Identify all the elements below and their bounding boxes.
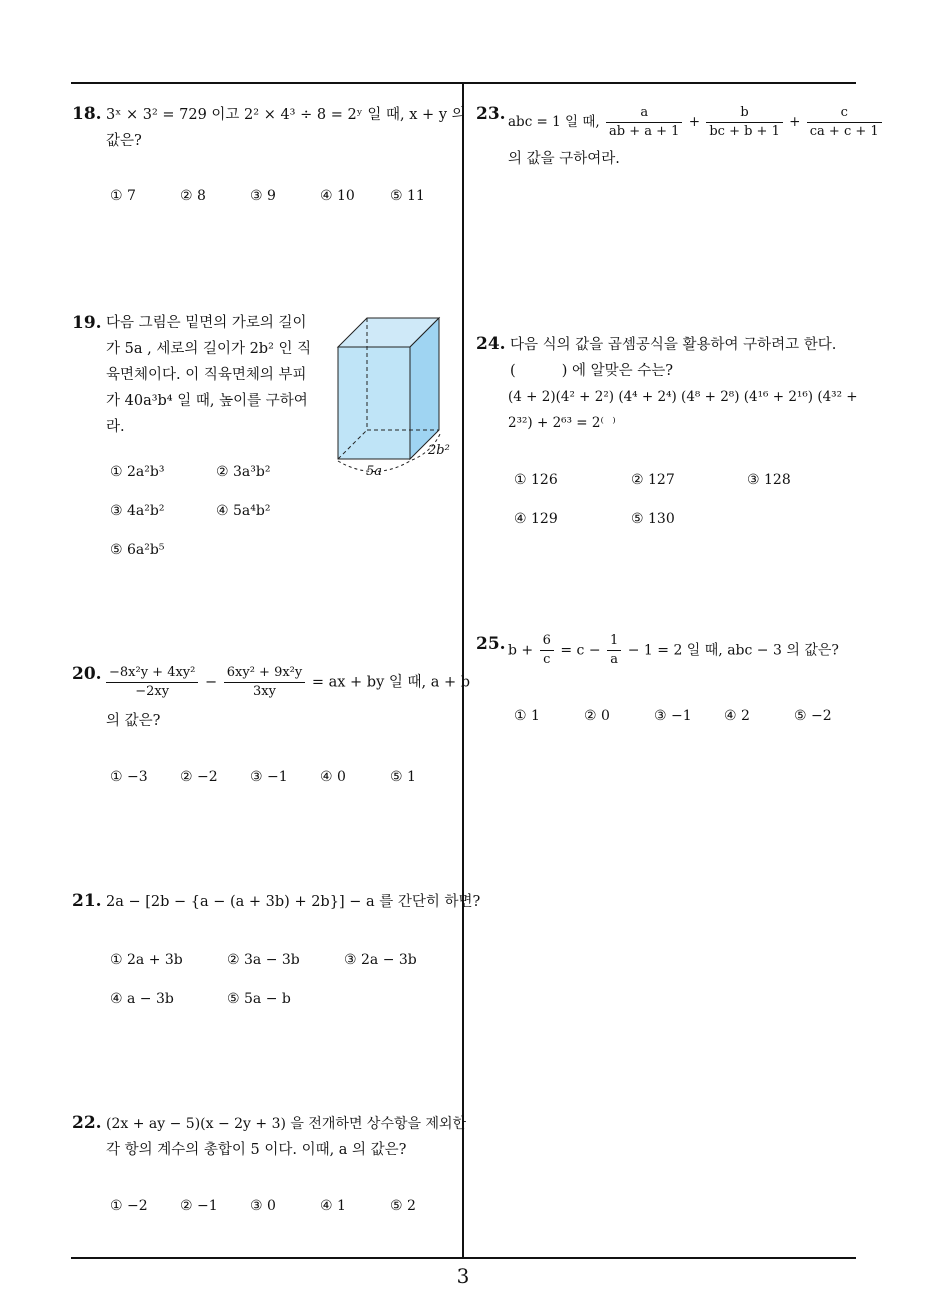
choice[interactable]: ⑤ −2 (794, 708, 832, 724)
question-text: 가 5a , 세로의 길이가 2b² 인 직 (106, 341, 312, 357)
question-text: 값은? (106, 133, 142, 149)
choice[interactable]: ② −1 (180, 1198, 218, 1214)
question-number: 21. (72, 891, 102, 911)
choice[interactable]: ③ 2a − 3b (344, 952, 417, 968)
question-number: 23. (476, 104, 506, 124)
fraction: $\frac{\text{6xy² + 9x²y}}{3xy}$ (224, 664, 305, 701)
question-text: 다음 식의 값을 곱셈공식을 활용하여 구하려고 한다. (510, 337, 837, 353)
question-number: 18. (72, 104, 102, 124)
choice[interactable]: ③ 128 (747, 472, 791, 488)
choice[interactable]: ③ −1 (654, 708, 692, 724)
choice[interactable]: ③ 9 (250, 188, 276, 204)
question-number: 19. (72, 313, 102, 333)
choice[interactable]: ④ a − 3b (110, 991, 174, 1007)
choice[interactable]: ① −2 (110, 1198, 148, 1214)
choice[interactable]: ⑤ 6a²b⁵ (110, 542, 165, 558)
choice[interactable]: ① 7 (110, 188, 136, 204)
question-text: 각 항의 계수의 총합이 5 이다. 이때, a 의 값은? (106, 1142, 407, 1158)
fraction: $\frac{a}{ab + a + 1}$ (606, 104, 682, 141)
choice[interactable]: ④ 1 (320, 1198, 346, 1214)
choice[interactable]: ① 1 (514, 708, 540, 724)
choice[interactable]: ② 3a³b² (216, 464, 271, 480)
fraction: $\frac{c}{ca + c + 1}$ (807, 104, 882, 141)
figure-label-width: 5a (366, 464, 383, 479)
choice[interactable]: ③ 4a²b² (110, 503, 165, 519)
question-text: 의 값을 구하여라. (508, 151, 620, 167)
choice[interactable]: ④ 10 (320, 188, 355, 204)
cuboid-figure (332, 312, 457, 484)
choice[interactable]: ④ 2 (724, 708, 750, 724)
question-number: 24. (476, 334, 506, 354)
choice[interactable]: ② −2 (180, 769, 218, 785)
fraction: $\frac{b}{bc + b + 1}$ (706, 104, 783, 141)
choice[interactable]: ③ −1 (250, 769, 288, 785)
choice[interactable]: ② 0 (584, 708, 610, 724)
page-number: 3 (456, 1264, 470, 1288)
question-expression: 2³²) + 2⁶³ = 2⁽ ⁾ (508, 415, 616, 431)
choice[interactable]: ④ 129 (514, 511, 558, 527)
choice[interactable]: ⑤ 5a − b (227, 991, 291, 1007)
question-text: 3ˣ × 3² = 729 이고 2² × 4³ ÷ 8 = 2ʸ 일 때, x + y 의 (106, 107, 466, 123)
choice[interactable]: ④ 5a⁴b² (216, 503, 271, 519)
choice[interactable]: ④ 0 (320, 769, 346, 785)
choice[interactable]: ⑤ 2 (390, 1198, 416, 1214)
question-text: 다음 그림은 밑면의 가로의 길이 (106, 315, 307, 331)
choice[interactable]: ⑤ 11 (390, 188, 425, 204)
question-text: (2x + ay − 5)(x − 2y + 3) 을 전개하면 상수항을 제외한 (106, 1116, 467, 1132)
choice[interactable]: ② 3a − 3b (227, 952, 300, 968)
fraction: $\frac{\text{−8x²y + 4xy²}}{-2xy}$ (106, 664, 198, 701)
choice[interactable]: ⑤ 130 (631, 511, 675, 527)
question-expression: abc = 1 일 때, $\frac{a}{ab + a + 1}$ + $\frac{b}{bc + b + 1}$ + $\frac{c}{ca + c + 1}$ (508, 104, 884, 141)
question-text: 의 값은? (106, 713, 161, 729)
question-expression: b + $\frac{6}{c}$ = c − $\frac{1}{a}$ − 1 = 2 일 때, abc − 3 의 값은? (508, 633, 839, 667)
choice[interactable]: ② 127 (631, 472, 675, 488)
fraction: $\frac{1}{a}$ (607, 632, 621, 669)
choice[interactable]: ⑤ 1 (390, 769, 416, 785)
question-text: 라. (106, 419, 125, 435)
question-text: 가 40a³b⁴ 일 때, 높이를 구하여 (106, 393, 308, 409)
choice[interactable]: ③ 0 (250, 1198, 276, 1214)
figure-label-depth: 2b² (428, 443, 450, 458)
question-expression: (4 + 2)(4² + 2²) (4⁴ + 2⁴) (4⁸ + 2⁸) (4¹⁶ + 2¹⁶) (4³² + (508, 389, 858, 405)
question-text: 육면체이다. 이 직육면체의 부피 (106, 367, 307, 383)
question-number: 20. (72, 664, 102, 684)
choice[interactable]: ① −3 (110, 769, 148, 785)
choice[interactable]: ① 2a + 3b (110, 952, 183, 968)
question-text: 2a − [2b − {a − (a + 3b) + 2b}] − a 를 간단히 하면? (106, 894, 481, 910)
choice[interactable]: ① 126 (514, 472, 558, 488)
fraction: $\frac{6}{c}$ (540, 632, 554, 669)
question-expression: $\frac{\text{−8x²y + 4xy²}}{-2xy}$ − $\frac{\text{6xy² + 9x²y}}{3xy}$ = ax + by 일 때, a + b (104, 664, 470, 701)
choice[interactable]: ② 8 (180, 188, 206, 204)
question-number: 22. (72, 1113, 102, 1133)
choice[interactable]: ① 2a²b³ (110, 464, 165, 480)
question-number: 25. (476, 634, 506, 654)
question-text: ( ) 에 알맞은 수는? (510, 363, 674, 379)
